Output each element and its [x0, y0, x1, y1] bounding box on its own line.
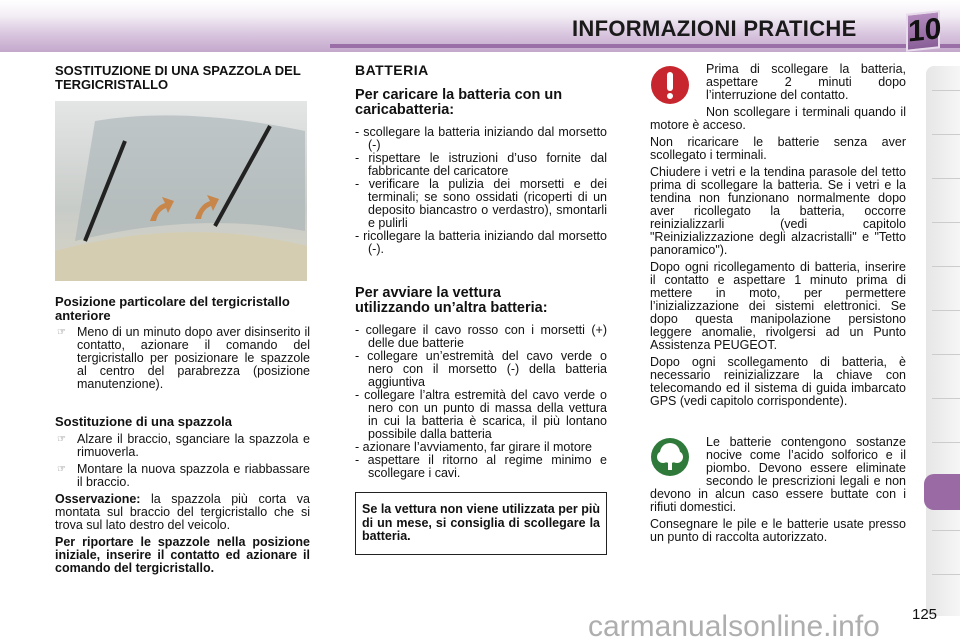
section-gap [650, 412, 906, 436]
paragraph: Consegnare le pile e le batterie usate presso un punto di raccolta autorizzato. [650, 517, 906, 544]
replace-blade-title: Sostituzione di una spazzola [55, 414, 232, 429]
chapter-header [0, 0, 960, 52]
eco-text: Le batterie contengono sostanze nocive come l’acido solforico e il piombo. Devono essere eliminate secondo le prescrizioni legali e non devono in alcun caso essere buttate con i rifiuti domestici. [650, 435, 906, 514]
paragraph: Chiudere i vetri e la tendina parasole del tetto prima di scollegare la batteria. Se i vetri e la tendina non funzionano normalmente dopo aver ricollegato la batteria, occorre reinizializzarli (vedi capitolo "Reinizializzazione degli alzacristalli" e "Tetto panoramico"). [650, 165, 906, 257]
middle-column [355, 62, 607, 555]
tab-divider [932, 442, 960, 443]
final-instruction: Per riportare le spazzole nella posizione iniziale, inserire il contatto ed azionare il comando del tergicristallo. [55, 534, 310, 575]
environment-tree-icon [650, 437, 690, 477]
charge-title: Per caricare la batteria con un caricabatteria: [355, 87, 563, 118]
warning-icon-holder [650, 63, 706, 113]
storage-advice-box: Se la vettura non viene utilizzata per più di un mese, si consiglia di scollegare la batteria. [355, 492, 607, 555]
tab-divider [932, 310, 960, 311]
warning-text-2: Non scollegare i terminali quando il motore è acceso. [650, 105, 906, 132]
tab-divider [932, 530, 960, 531]
chapter-tabs [926, 66, 960, 616]
list-item: - collegare l’altra estremità del cavo verde o nero con un punto di massa della vettura in cui la batteria è scarica, il più lontano possibile dalla batteria [355, 388, 607, 441]
left-column [55, 64, 310, 579]
tab-divider [932, 574, 960, 575]
note: Osservazione: la spazzola più corta va montata sul braccio del tergicristallo che si trova sul lato destro del veicolo. [55, 491, 310, 532]
jumpstart-title: Per avviare la vettura utilizzando un’altra batteria: [355, 285, 548, 316]
chapter-title: INFORMAZIONI PRATICHE [572, 16, 857, 41]
tab-chapter-10-active[interactable] [924, 474, 960, 510]
battery-title: BATTERIA [355, 62, 429, 78]
list-item: ☞ Meno di un minuto dopo aver disinserito il contatto, azionare il comando del tergicristallo per posizionare le spazzole al centro del parabrezza (posizione manutenzione). [57, 325, 310, 391]
list-item: - rispettare le istruzioni d’uso fornite dal fabbricante del caricatore [355, 151, 607, 178]
tab-divider [932, 266, 960, 267]
wiper-position-title: Posizione particolare del tergicristallo anteriore [55, 294, 290, 323]
list-item: - verificare la pulizia dei morsetti e dei terminali; se sono ossidati (ricoperti di un deposito biancastro o verdastro), smontarli e pulirli [355, 177, 607, 230]
list-item: - scollegare la batteria iniziando dal morsetto (-) [355, 125, 607, 152]
list-item: - aspettare il ritorno al regime minimo e scollegare i cavi. [355, 453, 607, 480]
tab-divider [932, 90, 960, 91]
tab-divider [932, 134, 960, 135]
tab-divider [932, 398, 960, 399]
pointing-hand-icon: ☞ [57, 433, 66, 445]
eco-icon-holder [650, 436, 706, 486]
list-item: ☞ Montare la nuova spazzola e riabbassare il braccio. [57, 461, 310, 489]
watermark: carmanualsonline.info [588, 610, 880, 643]
right-column [650, 63, 906, 548]
page-number: 125 [912, 606, 938, 623]
list-item: - azionare l’avviamento, far girare il motore [355, 440, 592, 454]
list-item: - ricollegare la batteria iniziando dal morsetto (-). [355, 229, 607, 256]
wiper-title: SOSTITUZIONE DI UNA SPAZZOLA DEL TERGICRISTALLO [55, 63, 301, 92]
tab-divider [932, 222, 960, 223]
list-item: ☞ Alzare il braccio, sganciare la spazzola e rimuoverla. [57, 431, 310, 459]
warning-text: Prima di scollegare la batteria, aspettare 2 minuti dopo l’interruzione del contatto. [706, 62, 906, 102]
paragraph: Dopo ogni ricollegamento di batteria, inserire il contatto e aspettare 1 minuto prima di mettere in moto, per permettere l’inizializzazione dei sistemi elettronici. Se dopo questa manipolazione persistono leggere anomalie, rivolgersi ad un Punto Assistenza PEUGEOT. [650, 260, 906, 352]
warning-icon [650, 64, 690, 106]
tab-divider [932, 354, 960, 355]
windshield-wiper-image [55, 101, 307, 281]
list-item: - collegare un’estremità del cavo verde o nero con il morsetto (-) della batteria aggiuntiva [355, 349, 607, 389]
tab-divider [932, 178, 960, 179]
pointing-hand-icon: ☞ [57, 463, 66, 475]
list-item: - collegare il cavo rosso con i morsetti (+) delle due batterie [355, 323, 607, 350]
paragraph: Dopo ogni scollegamento di batteria, è necessario reinizializzare la chiave con telecomando ed il sistema di guida imbarcato GPS (vedi capitolo corrispondente). [650, 355, 906, 408]
pointing-hand-icon: ☞ [57, 327, 66, 338]
chapter-number: 10 [906, 10, 940, 52]
header-band [330, 44, 960, 48]
paragraph: Non ricaricare le batterie senza aver scollegato i terminali. [650, 135, 906, 162]
